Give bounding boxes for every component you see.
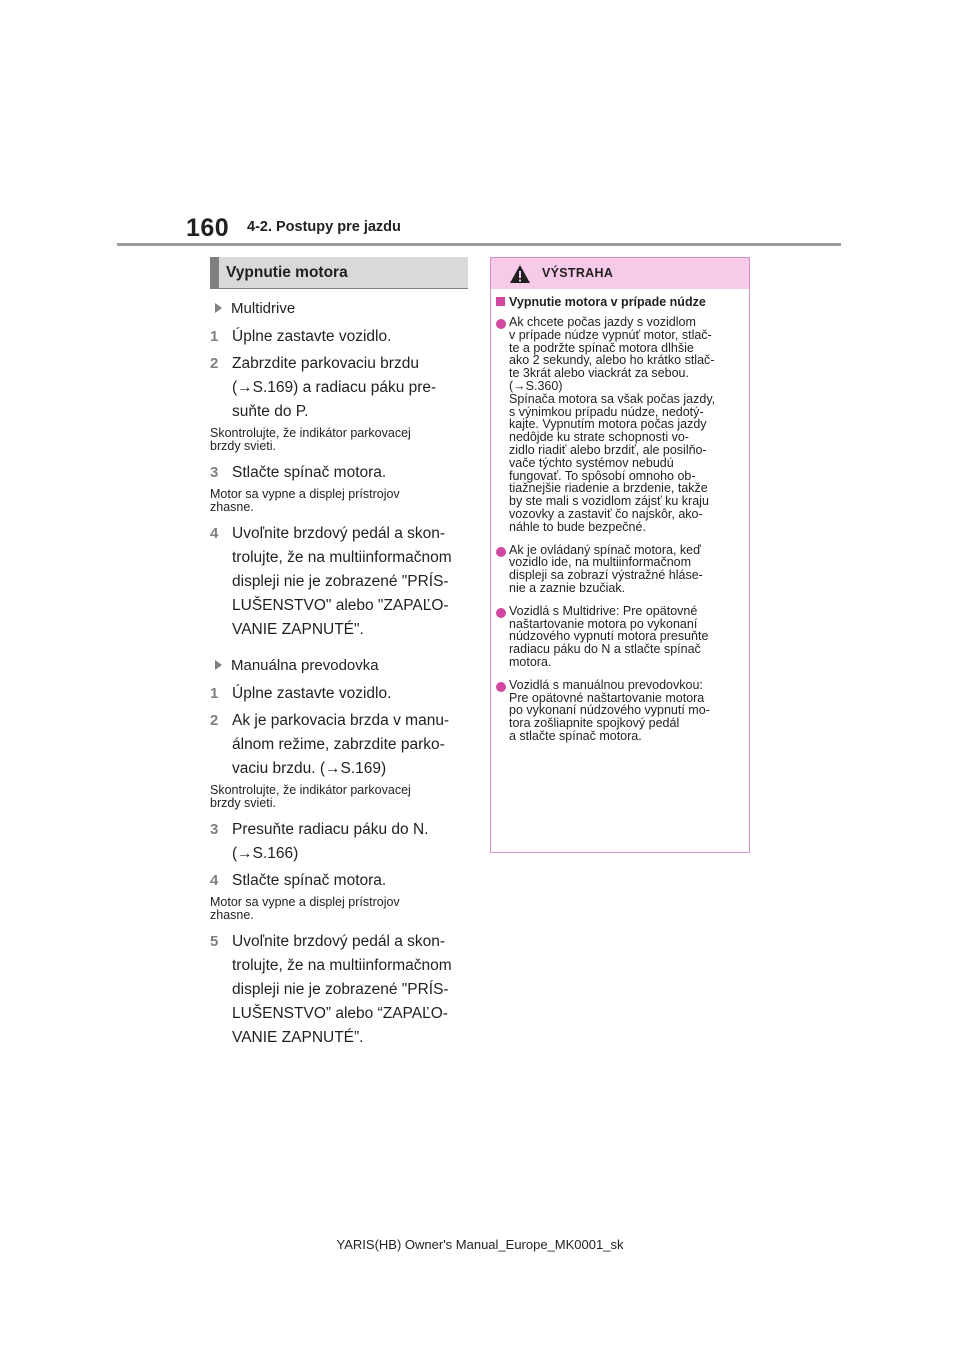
step-text: Úplne zastavte vozidlo. xyxy=(232,328,392,345)
circle-bullet-icon xyxy=(496,547,506,557)
circle-bullet-icon xyxy=(496,682,506,692)
step-number: 3 xyxy=(210,821,219,838)
step-number: 1 xyxy=(210,685,219,702)
step-text: Uvoľnite brzdový pedál a skon- trolujte, že na multiinformačnom displeji nie je zobrazené "PRÍS- LUŠENSTVO” alebo “ZAPAĽO- VANIE ZAPNUTÉ”. xyxy=(232,933,452,1046)
subheading-multidrive xyxy=(213,298,468,320)
circle-bullet-icon xyxy=(496,608,506,618)
left-column xyxy=(210,257,468,1053)
step-text: Stlačte spínač motora. xyxy=(232,872,387,889)
triangle-bullet-icon xyxy=(215,303,222,313)
step-number: 2 xyxy=(210,355,219,372)
step-number: 2 xyxy=(210,712,219,729)
warning-box xyxy=(490,257,750,853)
warning-bullet xyxy=(496,544,743,595)
step-text: Stlačte spínač motora. xyxy=(232,464,387,481)
step-text: Zabrzdite parkovaciu brzdu (→S.169) a radiacu páku pre- suňte do P. xyxy=(232,355,437,420)
step-note: Motor sa vypne a displej prístrojov zhasne. xyxy=(210,895,400,922)
subheading-multidrive-label: Multidrive xyxy=(231,300,296,317)
square-bullet-icon xyxy=(496,297,505,306)
warning-title: VÝSTRAHA xyxy=(542,266,614,280)
warning-bullet xyxy=(496,316,743,534)
step-item xyxy=(210,818,468,866)
subheading-manual xyxy=(213,655,468,677)
warning-body xyxy=(491,289,749,743)
step-number: 1 xyxy=(210,328,219,345)
page-footer: YARIS(HB) Owner's Manual_Europe_MK0001_sk xyxy=(336,1237,624,1252)
warning-bullet-text: Vozidlá s manuálnou prevodovkou: Pre opätovné naštartovanie motora po vykonaní núdzového vypnutí mo- tora zošliapnite spojkový pedál a stlačte spínač motora. xyxy=(509,677,710,743)
step-number: 4 xyxy=(210,525,219,542)
step-note: Motor sa vypne a displej prístrojov zhasne. xyxy=(210,487,400,514)
step-number: 4 xyxy=(210,872,219,889)
step-item xyxy=(210,461,468,485)
manual-steps xyxy=(210,682,468,1050)
step-number: 3 xyxy=(210,464,219,481)
subheading-manual-label: Manuálna prevodovka xyxy=(231,657,379,674)
section-heading: Vypnutie motora xyxy=(210,257,468,289)
multidrive-steps xyxy=(210,325,468,642)
warning-bullet xyxy=(496,679,743,743)
step-text: Ak je parkovacia brzda v manu- álnom režime, zabrzdite parko- vaciu brzdu. (→S.169) xyxy=(232,712,450,777)
section-title: 4-2. Postupy pre jazdu xyxy=(247,219,401,235)
step-item xyxy=(210,682,468,706)
step-item xyxy=(210,869,468,893)
warning-subheading-label: Vypnutie motora v prípade núdze xyxy=(509,295,706,309)
warning-bullet-text: Vozidlá s Multidrive: Pre opätovné naštartovanie motora po vykonaní núdzového vypnutí motora presuňte radiacu páku do N a stlačte spínač motora. xyxy=(509,603,709,669)
triangle-bullet-icon xyxy=(215,660,222,670)
warning-header xyxy=(491,258,749,289)
warning-bullet xyxy=(496,605,743,669)
step-item xyxy=(210,325,468,349)
page-number: 160 xyxy=(186,214,230,242)
step-item xyxy=(210,709,468,781)
warning-bullet-text: Ak chcete počas jazdy s vozidlom v prípade núdze vypnúť motor, stlač- te a podržte spínač motora dlhšie ako 2 sekundy, alebo ho krátko stlač- te 3krát alebo viackrát za sebou. (→S.360) Spínača motora sa však počas jazdy, s výnimkou prípadu núdze, nedotý- kajte. Vypnutím motora počas jazdy nedôjde ku strate schopnosti vo- zidlo riadiť alebo brzdiť, ale posilňo- vače týchto systémov nebudú fungovať. To spôsobí omnoho ob- tiažnejšie riadenie a brzdenie, takže by ste mali s vozidlom zájsť ku kraju vozovky a zastaviť čo najskôr, ako- náhle to bude bezpečné. xyxy=(509,315,716,534)
warning-triangle-icon xyxy=(509,264,531,284)
step-item xyxy=(210,930,468,1050)
warning-subheading xyxy=(496,295,743,310)
step-note: Skontrolujte, že indikátor parkovacej brzdy svieti. xyxy=(210,426,411,453)
header-divider xyxy=(117,243,841,246)
step-item xyxy=(210,522,468,642)
circle-bullet-icon xyxy=(496,319,506,329)
warning-bullets xyxy=(496,316,743,743)
step-text: Úplne zastavte vozidlo. xyxy=(232,685,392,702)
step-note: Skontrolujte, že indikátor parkovacej brzdy svieti. xyxy=(210,783,411,810)
step-item xyxy=(210,352,468,424)
step-text: Presuňte radiacu páku do N. (→S.166) xyxy=(232,821,429,862)
warning-bullet-text: Ak je ovládaný spínač motora, keď vozidlo ide, na multiinformačnom displeji sa zobrazí výstražné hláse- nie a zaznie bzučiak. xyxy=(509,542,703,595)
step-text: Uvoľnite brzdový pedál a skon- trolujte, že na multiinformačnom displeji nie je zobrazené "PRÍS- LUŠENSTVO" alebo "ZAPAĽO- VANIE ZAPNUTÉ". xyxy=(232,525,452,638)
step-number: 5 xyxy=(210,933,219,950)
